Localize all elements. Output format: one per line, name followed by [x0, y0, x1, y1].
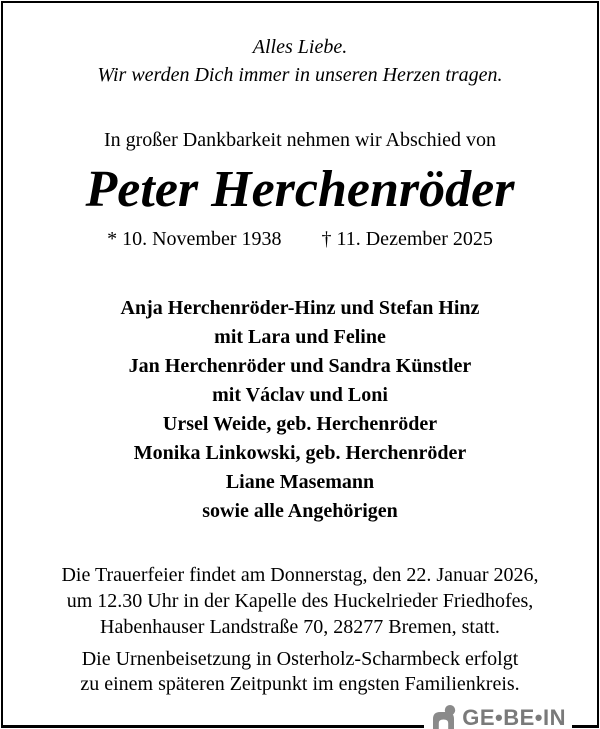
- deceased-name: Peter Herchenröder: [85, 161, 515, 218]
- birth-date: * 10. November 1938: [107, 228, 282, 250]
- service-line: Habenhauser Landstraße 70, 28277 Bremen, statt.: [100, 616, 500, 638]
- urn-burial-info: [0, 647, 600, 697]
- mourner-line: Ursel Weide, geb. Herchenröder: [162, 413, 438, 435]
- life-dates: [0, 226, 600, 252]
- mourner-line: Anja Herchenröder-Hinz und Stefan Hinz: [120, 297, 480, 319]
- kneeling-figure-icon: [430, 705, 457, 729]
- service-line: Die Trauerfeier findet am Donnerstag, den 22. Januar 2026,: [61, 564, 539, 586]
- intro-line: In großer Dankbarkeit nehmen wir Abschied von: [103, 129, 497, 151]
- service-line: um 12.30 Uhr in der Kapelle des Huckelrieder Friedhofes,: [66, 590, 534, 612]
- gebein-logo-text: GE•BE•IN: [462, 704, 566, 729]
- mourner-line: mit Lara und Feline: [214, 326, 386, 348]
- epigraph-line: Alles Liebe.: [252, 36, 348, 58]
- mourners-list: [0, 294, 600, 526]
- funeral-service-info: [0, 562, 600, 640]
- mourner-line: mit Václav und Loni: [212, 384, 388, 406]
- epigraph: [0, 0, 600, 89]
- death-date: † 11. Dezember 2025: [321, 228, 493, 250]
- burial-line: Die Urnenbeisetzung in Osterholz-Scharmbeck erfolgt: [81, 648, 519, 670]
- mourner-line: sowie alle Angehörigen: [202, 500, 398, 522]
- gebein-logo: [424, 704, 572, 729]
- mourner-line: Monika Linkowski, geb. Herchenröder: [133, 442, 467, 464]
- mourner-line: Jan Herchenröder und Sandra Künstler: [128, 355, 472, 377]
- mourner-line: Liane Masemann: [225, 471, 375, 493]
- burial-line: zu einem späteren Zeitpunkt im engsten Familienkreis.: [80, 673, 520, 695]
- epigraph-line: Wir werden Dich immer in unseren Herzen tragen.: [97, 64, 503, 86]
